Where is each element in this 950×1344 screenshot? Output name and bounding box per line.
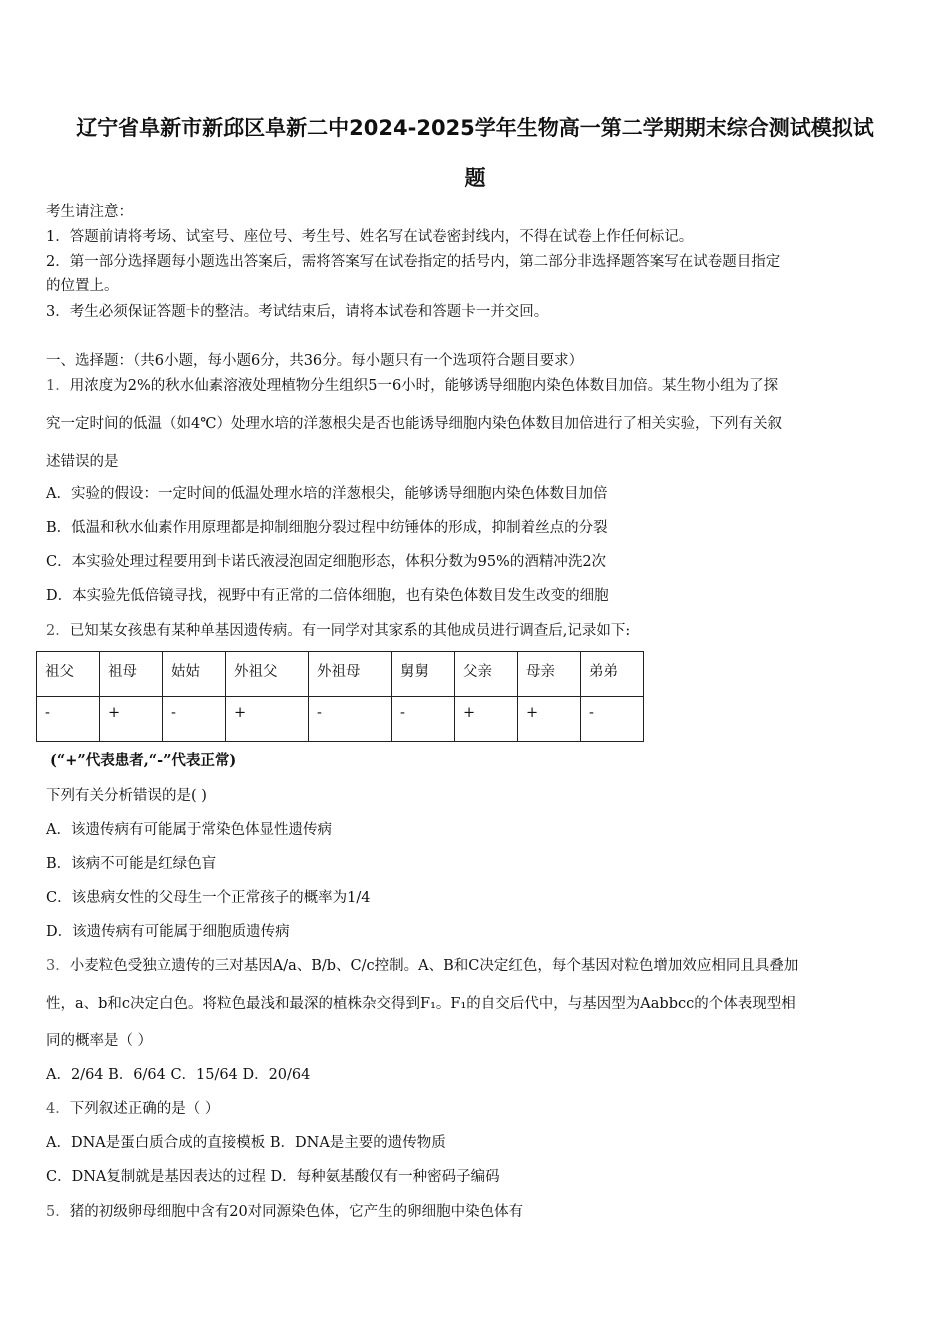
table-header-cell: 舅舅 [392, 652, 455, 697]
q3-stem-line1 [46, 956, 916, 976]
table-cell: - [163, 697, 226, 742]
q2-stem-text: 已知某女孩患有某种单基因遗传病。有一同学对其家系的其他成员进行调查后,记录如下: [69, 623, 631, 639]
q3-stem-text1: 小麦粒色受独立遗传的三对基因A/a、B/b、C/c控制。A、B和C决定红色，每个基因对粒色增加效应相同且具叠加 [69, 958, 799, 974]
notice-item-3: 3．考生必须保证答题卡的整洁。考试结束后，请将本试卷和答题卡一并交回。 [46, 304, 549, 320]
notice-item-2: 2．第一部分选择题每小题选出答案后，需将答案写在试卷指定的括号内，第二部分非选择题答案写在试卷题目指定 [46, 254, 781, 270]
q3-options: A．2/64 B．6/64 C．15/64 D．20/64 [46, 1067, 311, 1083]
q2-option-c: C．该患病女性的父母生一个正常孩子的概率为1/4 [46, 890, 371, 906]
q2-stem [46, 621, 916, 641]
q1-option-c: C．本实验处理过程要用到卡诺氏液浸泡固定细胞形态，体积分数为95%的酒精冲洗2次 [46, 554, 607, 570]
q4-number: 4． [46, 1101, 70, 1117]
table-header-cell: 祖父 [37, 652, 100, 697]
notice-item-2-cont: 的位置上。 [46, 278, 119, 294]
table-header-cell: 外祖母 [309, 652, 392, 697]
q1-stem-text1: 用浓度为2%的秋水仙素溶液处理植物分生组织5一6小时，能够诱导细胞内染色体数目加倍。某生物小组为了探 [69, 378, 779, 394]
q3-stem-line2: 性，a、b和c决定白色。将粒色最浅和最深的植株杂交得到F₁。F₁的自交后代中，与基因型为Aabbcc的个体表现型相 [46, 996, 796, 1012]
q5-number: 5． [46, 1204, 70, 1220]
section-1-heading: 一、选择题：（共6小题，每小题6分，共36分。每小题只有一个选项符合题目要求） [46, 353, 584, 369]
table-cell: + [226, 697, 309, 742]
table-header-cell: 弟弟 [581, 652, 644, 697]
exam-title-line2: 题 [464, 166, 486, 190]
table-cell: + [100, 697, 163, 742]
table-header-row [37, 652, 644, 697]
q1-option-d: D．本实验先低倍镜寻找，视野中有正常的二倍体细胞，也有染色体数目发生改变的细胞 [46, 588, 609, 604]
q1-option-a: A．实验的假设：一定时间的低温处理水培的洋葱根尖，能够诱导细胞内染色体数目加倍 [46, 486, 608, 502]
q2-option-d: D．该遗传病有可能属于细胞质遗传病 [46, 924, 290, 940]
q4-stem-text: 下列叙述正确的是（ ） [69, 1101, 220, 1117]
q4-stem [46, 1099, 916, 1119]
q2-table-legend: (“+”代表患者,“-”代表正常) [50, 752, 237, 769]
q1-stem-line3: 述错误的是 [46, 454, 119, 470]
q1-option-b: B．低温和秋水仙素作用原理都是抑制细胞分裂过程中纺锤体的形成，抑制着丝点的分裂 [46, 520, 608, 536]
table-row [37, 697, 644, 742]
table-header-cell: 母亲 [518, 652, 581, 697]
q3-number: 3． [46, 958, 70, 974]
q3-stem-line3: 同的概率是（ ） [46, 1033, 153, 1049]
table-header-cell: 姑姑 [163, 652, 226, 697]
q4-options-ab: A．DNA是蛋白质合成的直接模板 B．DNA是主要的遗传物质 [46, 1135, 446, 1151]
table-cell: - [309, 697, 392, 742]
notice-item-1: 1．答题前请将考场、试室号、座位号、考生号、姓名写在试卷密封线内，不得在试卷上作任何标记。 [46, 229, 694, 245]
table-cell: - [392, 697, 455, 742]
notice-heading: 考生请注意： [46, 204, 133, 220]
q5-stem [46, 1202, 916, 1222]
table-cell: + [455, 697, 518, 742]
table-header-cell: 外祖父 [226, 652, 309, 697]
q1-stem-line1 [46, 376, 916, 396]
exam-title-line1: 辽宁省阜新市新邱区阜新二中2024-2025学年生物高一第二学期期末综合测试模拟试 [76, 116, 874, 140]
q1-stem-line2: 究一定时间的低温（如4℃）处理水培的洋葱根尖是否也能诱导细胞内染色体数目加倍进行了相关实验，下列有关叙 [46, 416, 782, 432]
table-header-cell: 祖母 [100, 652, 163, 697]
table-cell: - [37, 697, 100, 742]
q2-option-b: B．该病不可能是红绿色盲 [46, 856, 217, 872]
table-header-cell: 父亲 [455, 652, 518, 697]
q2-question: 下列有关分析错误的是( ) [46, 788, 207, 804]
table-cell: - [581, 697, 644, 742]
table-cell: + [518, 697, 581, 742]
q1-number: 1． [46, 378, 70, 394]
q2-number: 2． [46, 623, 70, 639]
q2-option-a: A．该遗传病有可能属于常染色体显性遗传病 [46, 822, 332, 838]
family-survey-table [36, 651, 644, 742]
q5-stem-text: 猪的初级卵母细胞中含有20对同源染色体，它产生的卵细胞中染色体有 [69, 1204, 524, 1220]
q4-options-cd: C．DNA复制就是基因表达的过程 D．每种氨基酸仅有一种密码子编码 [46, 1169, 500, 1185]
